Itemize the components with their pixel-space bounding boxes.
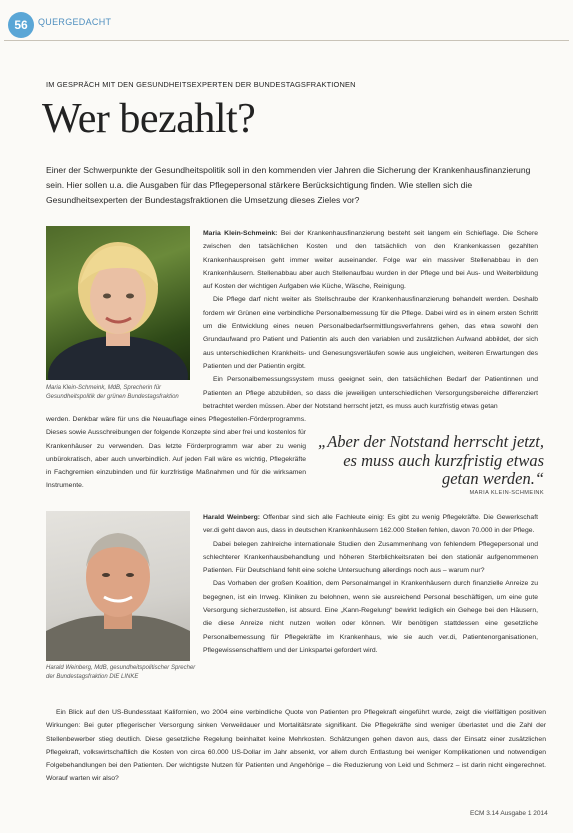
article-kicker: IM GESPRÄCH MIT DEN GESUNDHEITSEXPERTEN DER BUNDESTAGSFRAKTIONEN bbox=[46, 80, 356, 89]
portrait-illustration bbox=[46, 511, 190, 661]
body-column-c bbox=[203, 511, 538, 657]
page-number: 56 bbox=[14, 18, 28, 32]
paragraph: Bei der Krankenhausfinanzierung besteht seit langem ein Schieflage. Die Schere zwischen den tatsächlichen Kosten und den tatsächlich von den Krankenkassen gezahlten Krankenhauspreisen geht immer weiter auseinander. Folge war ein massiver Stellenabbau in den Krankenhäusern. Stellenabbau aber auch Stellenaufbau wurden in der Pflege und bei Aus- und Weiterbildung auf Kosten der wichtigen Aufgaben wie Küche, Wäsche, Reinigung. bbox=[203, 230, 539, 291]
portrait-illustration bbox=[46, 226, 190, 380]
pull-quote-source: MARIA KLEIN-SCHMEINK bbox=[469, 490, 544, 496]
article-lead: Einer der Schwerpunkte der Gesundheitspolitik soll in den kommenden vier Jahren die Sicherung der Krankenhausfinanzierung sein. Hier sollen u.a. die Ausgaben für das Pflegepersonal stärkere Berücksichtigung finden. Wie stellen sich die Gesundheitsexperten der Bundestagsfraktionen die Umsetzung dieses Zieles vor? bbox=[46, 165, 531, 205]
photo-caption-klein-schmeink: Maria Klein-Schmeink, MdB, Sprecherin für Gesundheitspolitik der grünen Bundestagsfraktion bbox=[46, 385, 179, 400]
body-column-d bbox=[46, 706, 546, 786]
body-column-b bbox=[46, 413, 306, 493]
portrait-photo-klein-schmeink bbox=[46, 226, 190, 380]
paragraph: Ein Personalbemessungssystem muss geeignet sein, den tatsächlichen Bedarf der Patientinnen und Patienten an Pflege abzubilden, so dass die jeweiligen unterschiedlichen Versorgungsbereiche differenziert betrachtet werden müssen. Aber der Notstand herrscht jetzt, es muss auch kurzfristig etwas getan bbox=[203, 376, 538, 410]
page-footer: ECM 3.14 Ausgabe 1 2014 bbox=[470, 810, 548, 817]
body-column-a bbox=[203, 227, 538, 413]
article-title: Wer bezahlt? bbox=[42, 96, 256, 142]
paragraph: Die Pflege darf nicht weiter als Stellschraube der Krankenhausfinanzierung behandelt werden. Deshalb fordern wir Grünen eine verbindliche Personalbemessung für die Pflege. Dabei wird es in einem ersten Schritt um die Entwicklung eines neuen Personalbedarfsermittlungsverfahrens gehen, das etwa sowohl den Grundaufwand pro Patient und Patientin als auch den variablen und zusätzlichen Aufwand abbildet, der sich aus unterschiedlichen Krankheits- und Genesungsverläufen sowie aus ungleichen, weiteren Erwartungen des Patienten und der Patientin ergibt. bbox=[203, 296, 538, 370]
header-divider bbox=[4, 40, 569, 41]
paragraph: Dabei belegen zahlreiche internationale Studien den Zusammenhang von fehlendem Pflegepersonal und schlechterer Krankenhausbehandlung und höheren Sterblichkeitsraten bei den stationär aufgenommenen Patienten. Für Deutschland fehlt eine solche Untersuchung allerdings noch aus – warum nur? bbox=[203, 540, 538, 575]
paragraph: Das Vorhaben der großen Koalition, dem Personalmangel in Krankenhäusern durch finanzielle Anreize zu begegnen, ist ein Irrweg. Kliniken zu belohnen, wenn sie ausreichend Personal beschäftigen, um eine gute Versorgung sicherzustellen, ist absurd. Eine „Kann-Regelung“ bewirkt lediglich ein Gehege bei den Häusern, die diese Anreize nicht nutzen wollen oder können. Wir benötigen stattdessen eine gesetzliche Personalbemessung für Pflegekräfte im Krankenhaus, wie sie auch ver.di, Patientenorganisationen, Pflegewissenschaftlern und der Linkspartei gefordert wird. bbox=[203, 580, 538, 654]
page-number-badge bbox=[8, 12, 34, 38]
speaker-name: Harald Weinberg: bbox=[203, 514, 261, 521]
paragraph: Ein Blick auf den US-Bundesstaat Kalifornien, wo 2004 eine verbindliche Quote von Patienten pro Pflegekraft eingeführt wurde, zeigt die vielfältigen positiven Wirkungen: Bei guter pflegerischer Versorgung sinken Verweildauer und Mortalitätsrate signifikant. Die Pflegekräfte sind weniger überlastet und die Zahl der Stellenbewerber stieg deutlich. Diese gesetzliche Regelung beinhaltet keine Mehrkosten. Schätzungen gehen davon aus, dass der Einsatz einer zusätzlichen Pflegekraft, volkswirtschaftlich die Kosten von circa 60.000 US-Dollar im Jahr absenkt, vor allem durch Entlastung bei weniger Komplikationen und notwendigen Folgebehandlungen bei den Patienten. Der wichtigste Nutzen für Patienten und Angehörige – die Reduzierung von Leid und Schmerz – ist darin nicht eingerechnet. Worauf warten wir also? bbox=[46, 709, 546, 783]
section-label: QUERGEDACHT bbox=[38, 17, 112, 27]
speaker-name: Maria Klein-Schmeink: bbox=[203, 230, 278, 237]
pull-quote: „Aber der Notstand herrscht jetzt, es muss auch kurzfristig etwas getan werden.“ bbox=[318, 432, 544, 488]
paragraph: Offenbar sind sich alle Fachleute einig: Es gibt zu wenig Pflegekräfte. Die Gewerkschaft ver.di geht davon aus, dass in deutschen Krankenhäusern 162.000 Stellen fehlen, davon 70.000 in der Pflege. bbox=[203, 514, 538, 535]
portrait-photo-weinberg bbox=[46, 511, 190, 661]
paragraph: werden. Denkbar wäre für uns die Neuauflage eines Pflegestellen-Förderprogramms. Dieses sowie Ausschreibungen der folgende Konzepte sind aber frei und kostenlos für Krankenhäuser zu verwenden. Das letzte Förderprogramm war aber zu wenig unbürokratisch, aber auch unverbindlich. Auf jeden Fall wäre es wichtig, Pflegekräfte in Fachgremien einzubinden und für kurzfristige Maßnahmen und für die wirksamen Instrumente. bbox=[46, 416, 306, 490]
photo-caption-weinberg: Harald Weinberg, MdB, gesundheitspolitischer Sprecher der Bundestagsfraktion DIE LINKE bbox=[46, 665, 196, 680]
